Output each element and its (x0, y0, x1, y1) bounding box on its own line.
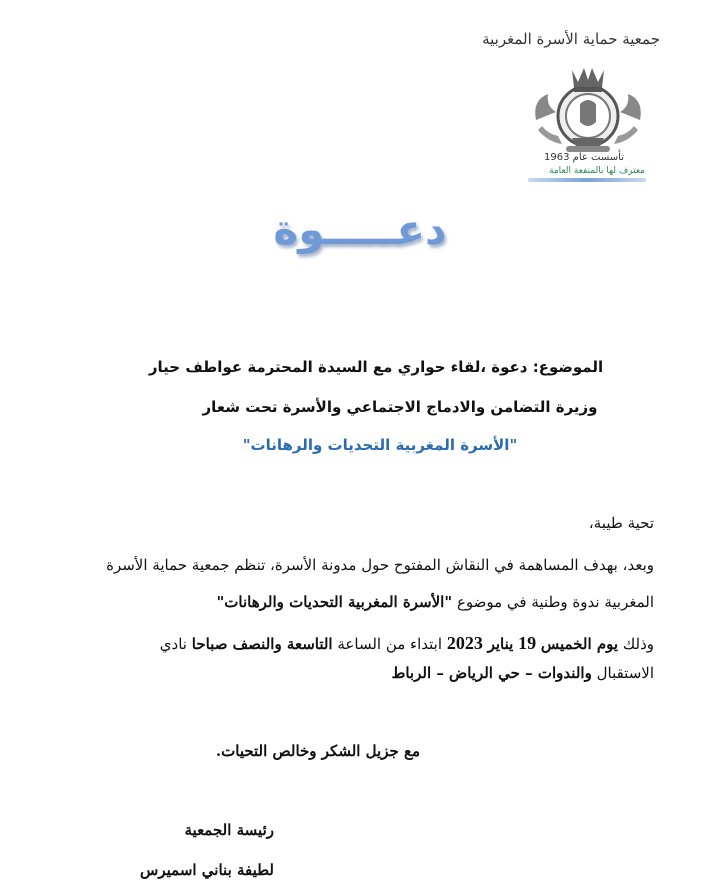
event-day: يوم الخميس (540, 635, 619, 653)
signer-title: رئيسة الجمعية (184, 821, 274, 839)
body-paragraph-line-3 (160, 633, 654, 654)
closing-thanks: مع جزيل الشكر وخالص التحيات. (215, 742, 420, 760)
event-time: التاسعة والنصف صباحا (191, 635, 333, 653)
founded-year: تأسست عام 1963 (544, 152, 624, 163)
body-line-3-club: نادي (159, 635, 187, 653)
venue-part-2: والندوات – حي الرياض – الرباط (391, 664, 592, 682)
body-paragraph-line-4 (391, 664, 654, 682)
subject-line-1: الموضوع: دعوة ،لقاء حواري مع السيدة المحترمة عواطف حيار (148, 358, 604, 376)
signer-name: لطيفة بناني اسميرس (140, 861, 274, 879)
event-year: 2023 (446, 633, 483, 653)
public-utility-note: معترف لها بالمنفعة العامة (549, 166, 645, 176)
letterhead-divider (528, 178, 646, 182)
event-day-number: 19 (518, 633, 537, 653)
body-line-3-from: ابتداء من الساعة (337, 635, 443, 653)
body-paragraph-line-2 (216, 593, 654, 611)
seminar-theme: "الأسرة المغربية التحديات والرهانات" (216, 593, 453, 611)
event-month: يناير (487, 635, 514, 653)
body-line-3-intro: وذلك (622, 635, 654, 653)
document-title: دعـــــوة (273, 205, 447, 254)
organization-seal-icon (528, 60, 648, 160)
body-paragraph-line-1: وبعد، بهدف المساهمة في النقاش المفتوح حول مدونة الأسرة، تنظم جمعية حماية الأسرة (106, 556, 654, 574)
organization-name: جمعية حماية الأسرة المغربية (482, 30, 660, 48)
venue-part-1: الاستقبال (596, 664, 654, 682)
subject-line-2: وزيرة التضامن والادماج الاجتماعي والأسرة تحت شعار (202, 398, 598, 416)
greeting: تحية طيبة، (588, 514, 654, 532)
subject-line-3: "الأسرة المغربية التحديات والرهانات" (242, 436, 518, 454)
body-line-2-prefix: المغربية ندوة وطنية في موضوع (456, 593, 654, 611)
